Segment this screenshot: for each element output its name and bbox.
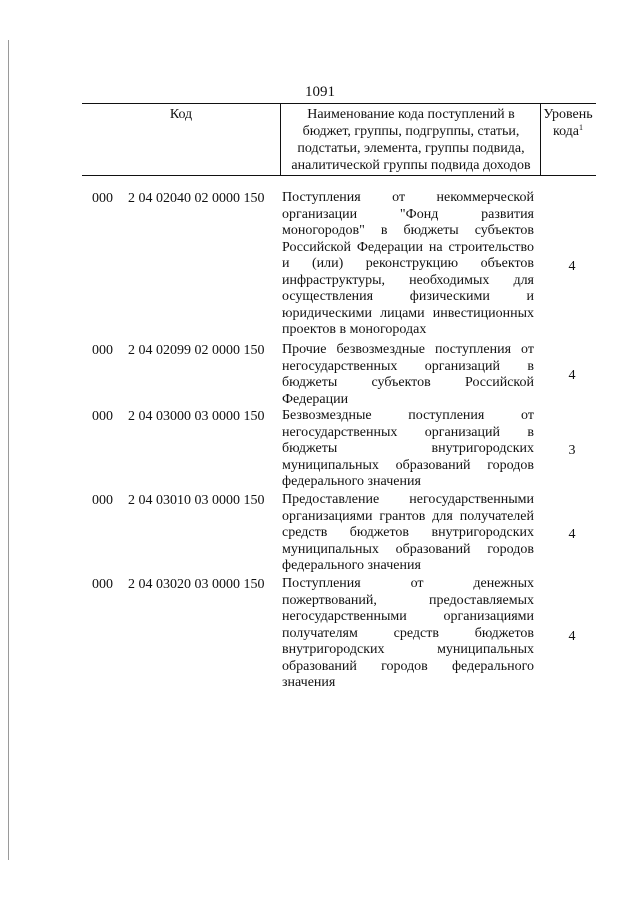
header-name: Наименование кода поступлений в бюджет, группы, подгруппы, статьи, подстатьи, элемента, группы подвида, аналитической группы подвида доходов <box>291 107 531 173</box>
row-level: 4 <box>568 526 576 542</box>
row-level: 4 <box>568 258 576 274</box>
table-row <box>82 342 596 408</box>
table-row <box>82 576 596 696</box>
row-budget-code: 2 04 03020 03 0000 150 <box>128 577 265 592</box>
row-budget-code: 2 04 03000 03 0000 150 <box>128 409 265 424</box>
row-admin-code: 000 <box>92 577 113 592</box>
row-description: Поступления от денежных пожертвований, предоставляемых негосударственными организациями получателям средств бюджетов внутригородских муниципальных образований городов федерального значения <box>282 576 534 690</box>
row-budget-code: 2 04 02099 02 0000 150 <box>128 343 265 358</box>
row-admin-code: 000 <box>92 493 113 508</box>
scan-edge-line <box>8 40 9 860</box>
row-description: Предоставление негосударственными организациями грантов для получателей средств бюджетов внутригородских муниципальных образований городов федерального значения <box>282 492 534 573</box>
table-row <box>82 492 596 576</box>
header-divider <box>280 104 281 175</box>
header-level-footnote: 1 <box>579 123 584 132</box>
row-description: Безвозмездные поступления от негосударственных организаций в бюджеты внутригородских муниципальных образований городов федерального значения <box>282 408 534 489</box>
header-level <box>540 106 596 140</box>
row-budget-code: 2 04 03010 03 0000 150 <box>128 493 265 508</box>
row-level: 3 <box>568 442 576 458</box>
page-number: 1091 <box>305 84 335 100</box>
row-description: Поступления от некоммерческой организации "Фонд развития моногородов" в бюджеты субъектов Российской Федерации на строительство и (или) реконструкцию объектов инфраструктуры, необходимых для осуществления физическими и юридическими лицами инвестиционных проектов в моногородах <box>282 190 534 337</box>
table-header <box>82 103 596 176</box>
table-body <box>82 190 596 696</box>
table-row <box>82 408 596 492</box>
row-admin-code: 000 <box>92 343 113 358</box>
row-description: Прочие безвозмездные поступления от негосударственных организаций в бюджеты субъектов Российской Федерации <box>282 342 534 407</box>
row-level: 4 <box>568 628 576 644</box>
row-level: 4 <box>568 367 576 383</box>
row-budget-code: 2 04 02040 02 0000 150 <box>128 191 265 206</box>
row-admin-code: 000 <box>92 409 113 424</box>
header-code: Код <box>169 107 193 122</box>
header-level-label: Уровень кода <box>543 107 593 139</box>
table-row <box>82 190 596 342</box>
row-admin-code: 000 <box>92 191 113 206</box>
